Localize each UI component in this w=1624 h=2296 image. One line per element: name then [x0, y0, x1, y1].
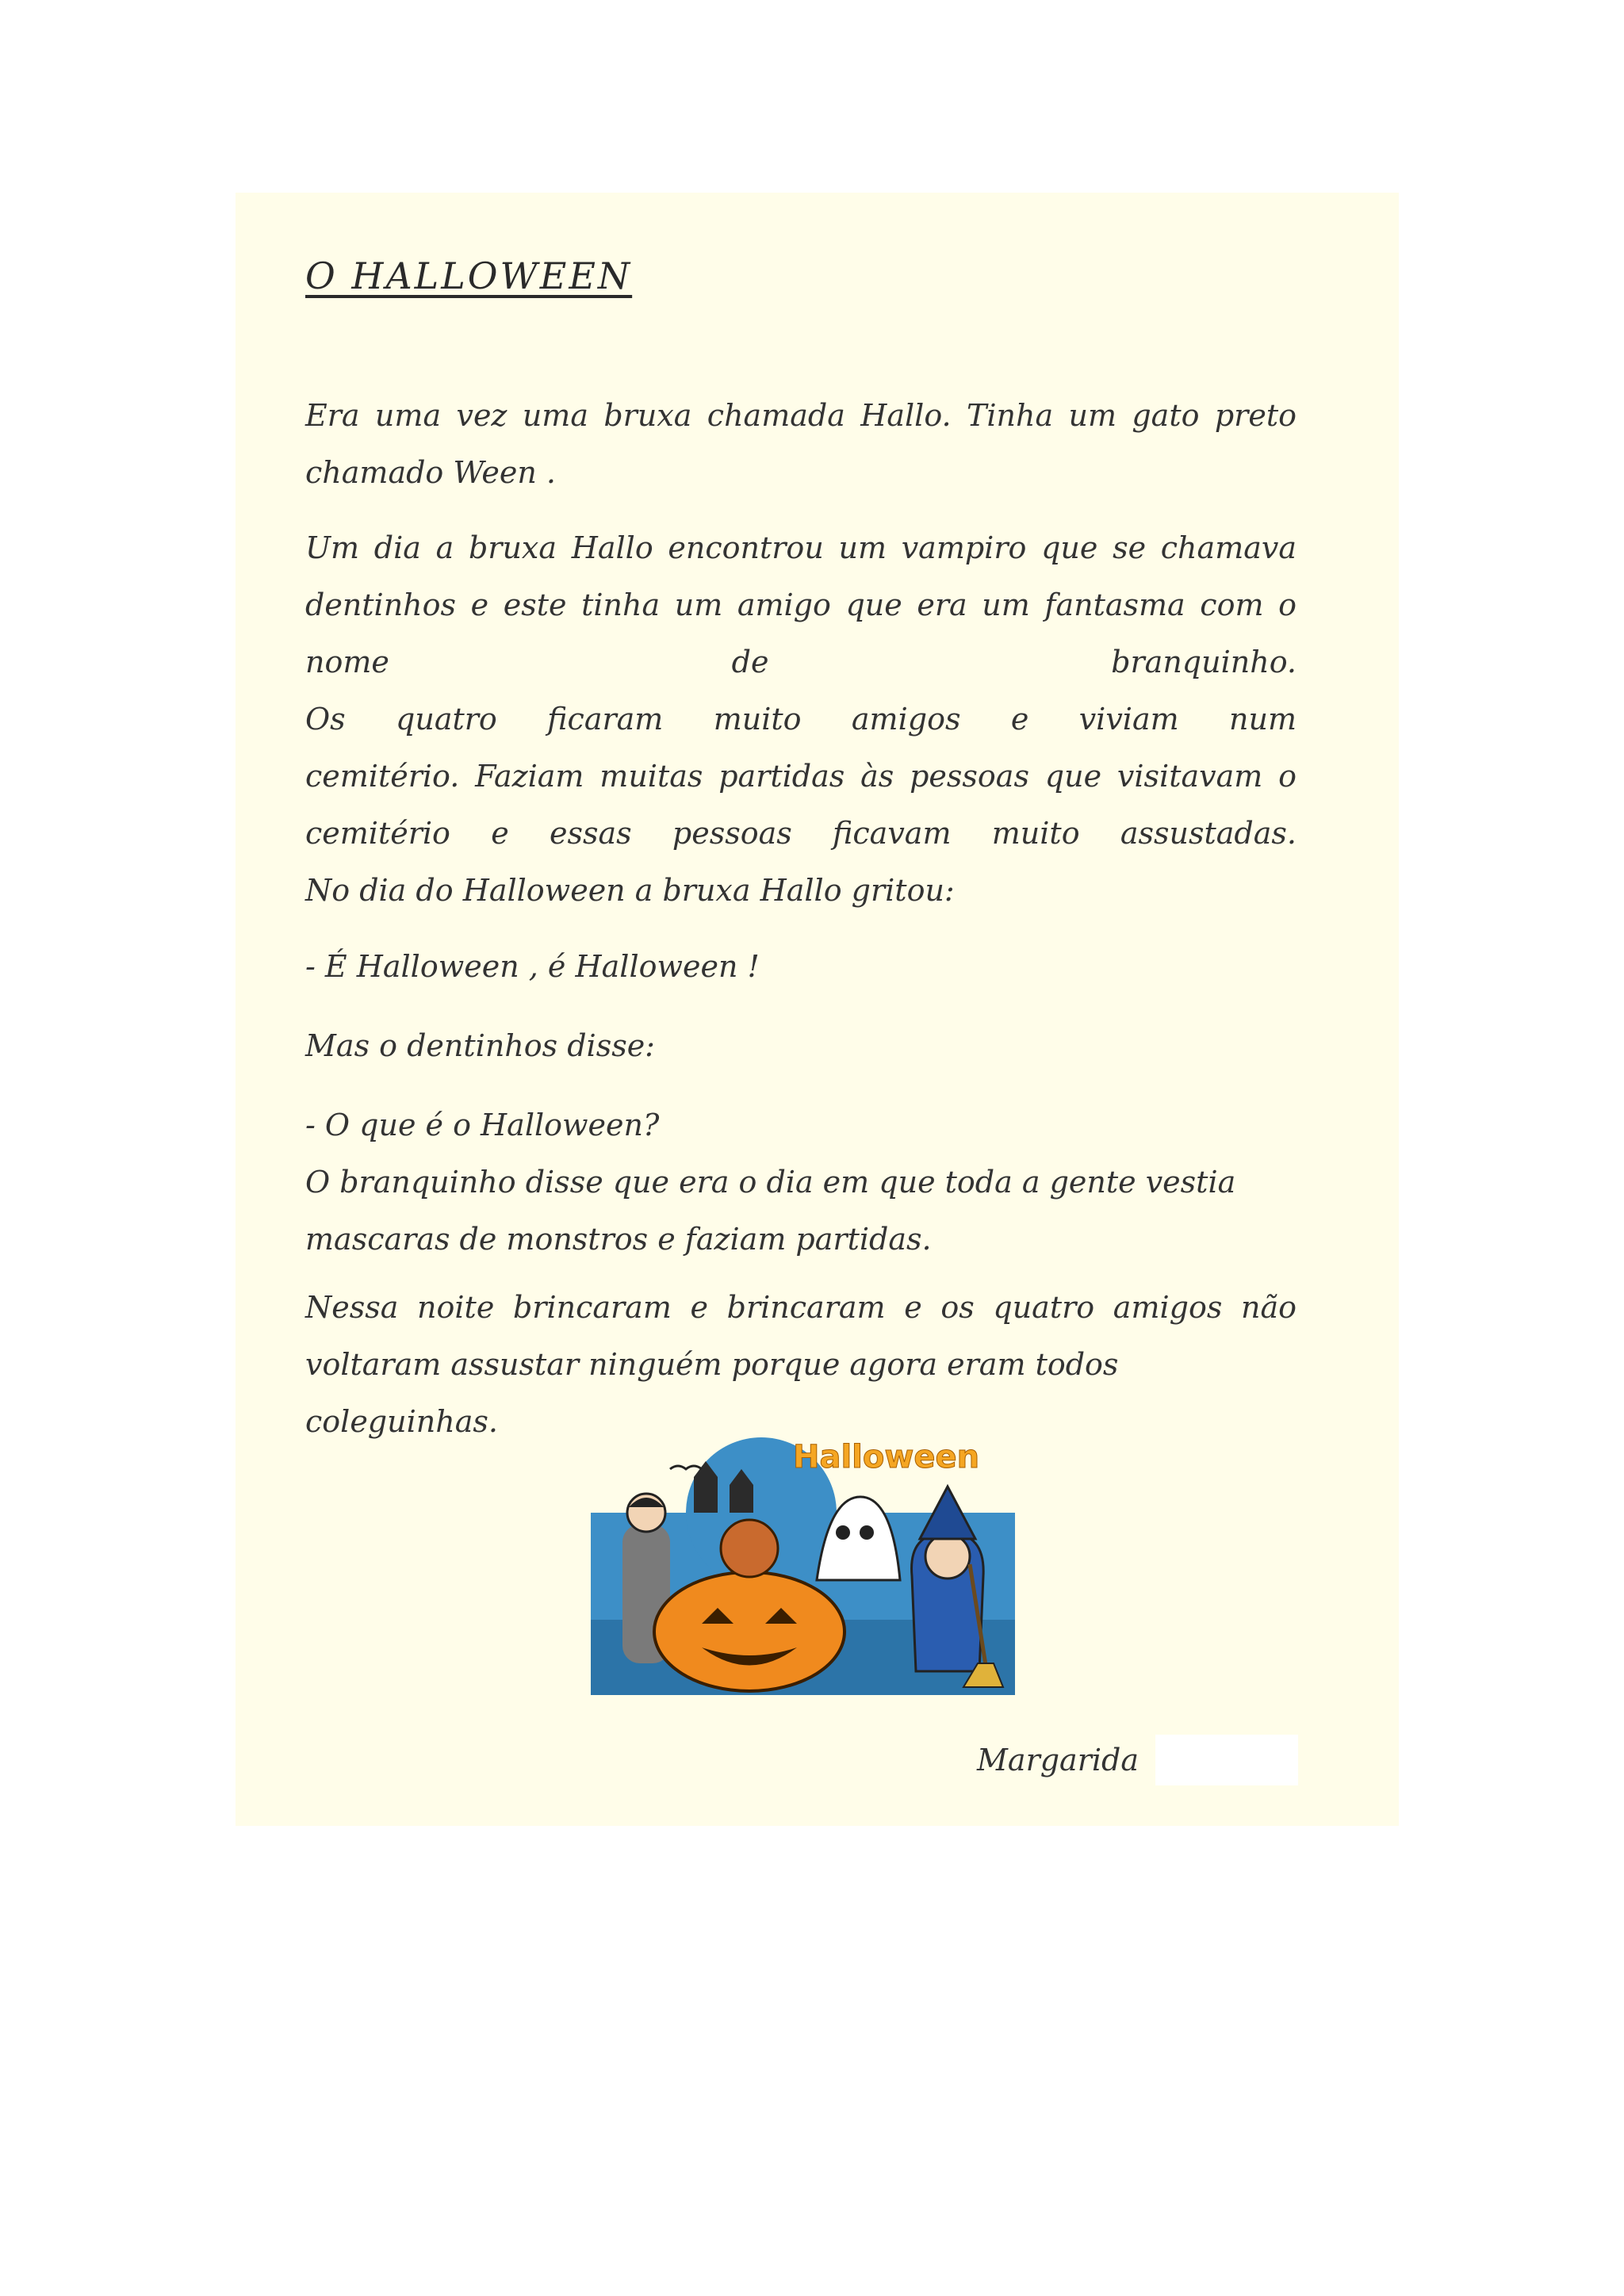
text-line: Nessa noite brincaram e brincaram e os quatro amigos não: [305, 1290, 1297, 1325]
text-line: cemitério e essas pessoas ficavam muito assustadas.: [305, 816, 1297, 851]
halloween-illustration: [591, 1437, 1015, 1695]
redaction-mask: [1155, 1735, 1298, 1785]
paragraph-1: [305, 387, 1297, 501]
text-line: chamado Ween .: [305, 455, 556, 490]
text-line: Os quatro ficaram muito amigos e viviam num: [305, 702, 1297, 737]
text-line: dentinhos e este tinha um amigo que era um fantasma com o: [305, 587, 1297, 622]
text-line: nome de branquinho.: [305, 645, 1297, 679]
paragraph-6: [305, 1279, 1297, 1450]
author-signature: Margarida: [977, 1743, 1139, 1777]
exclamation-line: - É Halloween , é Halloween !: [305, 949, 760, 984]
document-title: O HALLOWEEN: [305, 254, 633, 297]
dialogue-intro-line: Mas o dentinhos disse:: [305, 1028, 655, 1063]
paragraph-5: [305, 1096, 1297, 1268]
text-line: mascaras de monstros e faziam partidas.: [305, 1222, 932, 1257]
text-line: No dia do Halloween a bruxa Hallo gritou:: [305, 873, 955, 908]
text-line: cemitério. Faziam muitas partidas às pessoas que visitavam o: [305, 759, 1297, 794]
text-line: O branquinho disse que era o dia em que toda a gente vestia: [305, 1165, 1236, 1200]
text-line: Um dia a bruxa Hallo encontrou um vampiro que se chamava: [305, 530, 1297, 565]
text-line: voltaram assustar ninguém porque agora eram todos coleguinhas.: [305, 1347, 1119, 1439]
document-page: [236, 193, 1399, 1826]
text-line: Era uma vez uma bruxa chamada Hallo. Tinha um gato preto: [305, 398, 1297, 433]
illustration-label: Halloween: [793, 1439, 980, 1475]
paragraph-2: [305, 519, 1297, 919]
text-line: - O que é o Halloween?: [305, 1108, 660, 1142]
